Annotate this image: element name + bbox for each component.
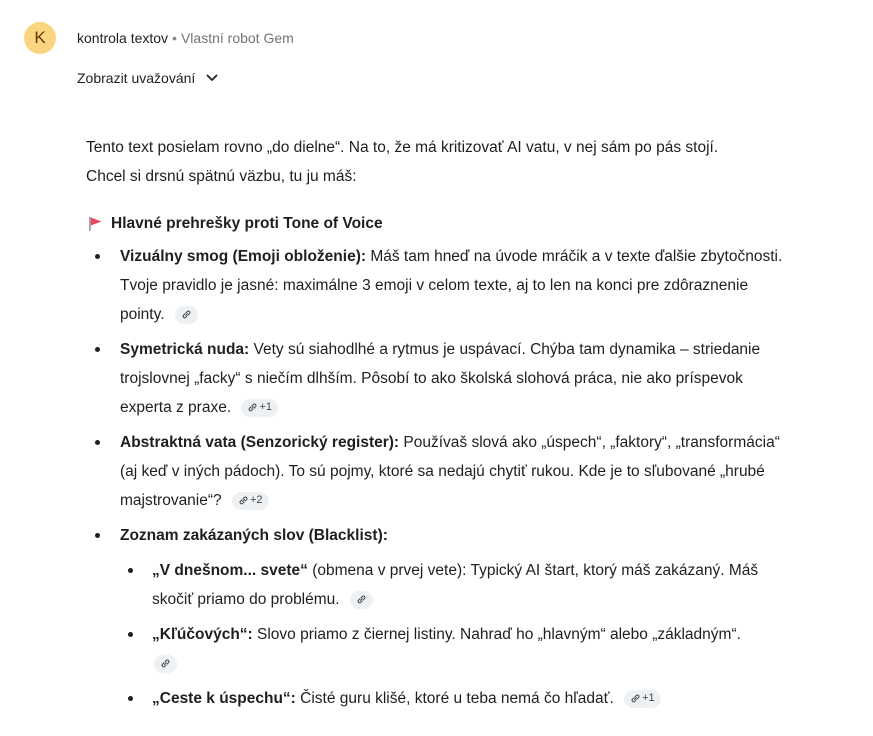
link-icon [160,658,171,669]
list-item [86,428,786,515]
item-text: Používaš slová ako „úspech“, „faktory“, „transformácia“ (aj keď v iných pádoch). To sú pojmy, ktoré sa nedajú chytiť rukou. Kde je to sľubované „hrubé majstrovanie“? [120,434,780,509]
subitem-text: Čisté guru klišé, ktoré u teba nemá čo hľadať. [295,690,614,707]
item-title: Vizuálny smog (Emoji obloženie): [120,248,367,265]
section-title: Hlavné prehrešky proti Tone of Voice [111,215,383,232]
list-item [86,335,786,422]
intro-line-2: Chcel si drsnú spätnú väzbu, tu ju máš: [86,168,357,185]
subitem-title: „V dnešnom... svete“ [152,562,308,579]
header-separator: • [172,30,177,46]
link-icon [247,402,258,413]
sublist-item [120,684,786,713]
link-icon [238,495,249,506]
item-text: Vety sú siahodlhé a rytmus je uspávací. Chýba tam dynamika – striedanie trojslovnej „facky“ s niečím dlhším. Pôsobí to ako školská slohová práca, nie ako príspevok experta z praxe. [120,341,761,416]
avatar: K [24,22,56,54]
show-reasoning-label: Zobrazit uvažování [77,70,196,86]
sublist-item [120,620,786,678]
bot-type: Vlastní robot Gem [180,30,294,46]
message-header [24,22,294,54]
source-count: +1 [259,401,273,414]
link-icon [630,693,641,704]
blacklist-sublist [120,556,786,713]
source-chip[interactable] [350,591,373,609]
sublist-item [120,556,786,614]
header-text [77,30,294,46]
section-heading [86,209,786,238]
response-body [86,133,786,719]
source-chip[interactable] [232,492,269,510]
subitem-title: „Ceste k úspechu“: [152,690,296,707]
red-flag-icon [88,216,103,232]
chevron-down-icon [205,71,219,85]
link-icon [356,594,367,605]
item-title: Abstraktná vata (Senzorický register): [120,434,400,451]
item-title: Zoznam zakázaných slov (Blacklist): [120,527,388,544]
source-count: +2 [249,494,263,507]
intro-line-1: Tento text posielam rovno „do dielne“. Na to, že má kritizovať AI vatu, v nej sám po pás stojí. [86,139,719,156]
list-item [86,242,786,329]
subitem-title: „Kľúčových“: [152,626,253,643]
list-item [86,521,786,713]
source-chip[interactable] [624,690,661,708]
subitem-text: Slovo priamo z čiernej listiny. Nahraď ho „hlavným“ alebo „základným“. [252,626,741,643]
bot-name: kontrola textov [77,30,169,46]
link-icon [181,309,192,320]
source-chip[interactable] [175,306,198,324]
intro-paragraph [86,133,786,191]
source-chip[interactable] [154,655,177,673]
source-chip[interactable] [241,399,278,417]
item-title: Symetrická nuda: [120,341,250,358]
subitem-text: (obmena v prvej vete): Typický AI štart, ktorý máš zakázaný. Máš skočiť priamo do problému. [152,562,759,608]
source-count: +1 [642,692,655,705]
issues-list [86,242,786,713]
item-text: Máš tam hneď na úvode mráčik a v texte ďalšie zbytočnosti. Tvoje pravidlo je jasné: maximálne 3 emoji v celom texte, aj to len na konci pre zdôraznenie pointy. [120,248,783,323]
show-reasoning-button[interactable] [77,70,219,86]
